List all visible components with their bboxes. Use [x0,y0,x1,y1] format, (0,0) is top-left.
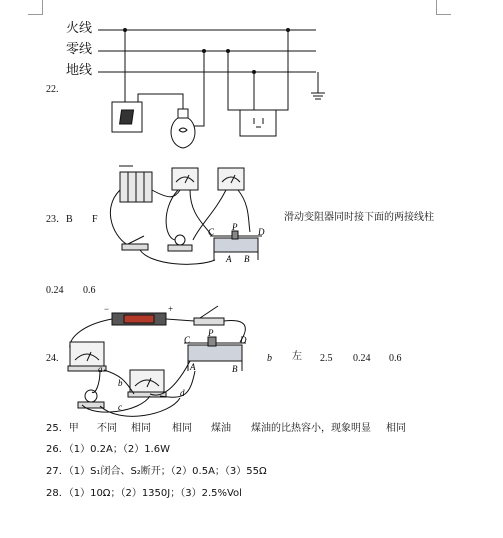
battery-plus-label: + [168,304,174,314]
ground-wire-label: 地线 [66,63,93,78]
q26-answer: 26．（1）0.2A；（2）1.6W [46,444,170,455]
q23-number: 23．B [46,214,73,225]
q24-number: 24. [46,353,59,364]
battery-minus-label: − [104,304,110,314]
q24-answer-3: 2.5 [320,353,333,364]
q24-label-a: A [190,362,196,372]
q23-label-d: D [258,227,265,237]
q23-option: F [92,214,98,225]
q22-number: 22. [46,84,59,95]
q24-wire-d: d [180,388,185,398]
q25-item-3: 相同 [172,423,192,434]
q24-answer-1: b [267,353,272,364]
q23-label-a: A [226,254,232,264]
q24-answer-4: 0.24 [353,353,371,364]
q23-label-c: C [208,227,215,237]
q24-label-p: P [208,328,214,338]
q25-item-6: 相同 [386,423,406,434]
q23-label-b: B [244,254,250,264]
q24-label-b: B [232,364,238,374]
live-wire-label: 火线 [66,21,93,36]
battery-icon [112,313,166,325]
q24-answer-2: 左 [292,351,302,362]
q27-answer: 27．（1）S₁闭合、S₂断开；（2）0.5A；（3）55Ω [46,466,267,477]
q23-value-1: 0.24 [46,285,64,296]
q24-wire-a: a [98,364,103,374]
q24-wire-b: b [118,378,123,388]
neutral-wire-label: 零线 [66,42,93,57]
q23-note: 滑动变阻器同时接下面的两接线柱 [284,212,434,223]
q28-answer: 28．（1）10Ω；（2）1350J；（3）2.5%Vol [46,488,242,499]
q25-item-1: 不同 [97,423,117,434]
q23-label-p: P [232,222,238,232]
q24-wire-c: c [118,402,122,412]
q25-number: 25．甲 [46,423,79,434]
q25-item-2: 相同 [131,423,151,434]
q24-label-d: D [240,335,247,345]
q24-label-c: C [184,335,191,345]
q25-item-5: 煤油的比热容小，现象明显 [251,423,371,434]
q25-item-4: 煤油 [211,423,231,434]
q24-answer-5: 0.6 [389,353,402,364]
top-switch-icon [194,306,224,325]
q23-value-2: 0.6 [83,285,96,296]
